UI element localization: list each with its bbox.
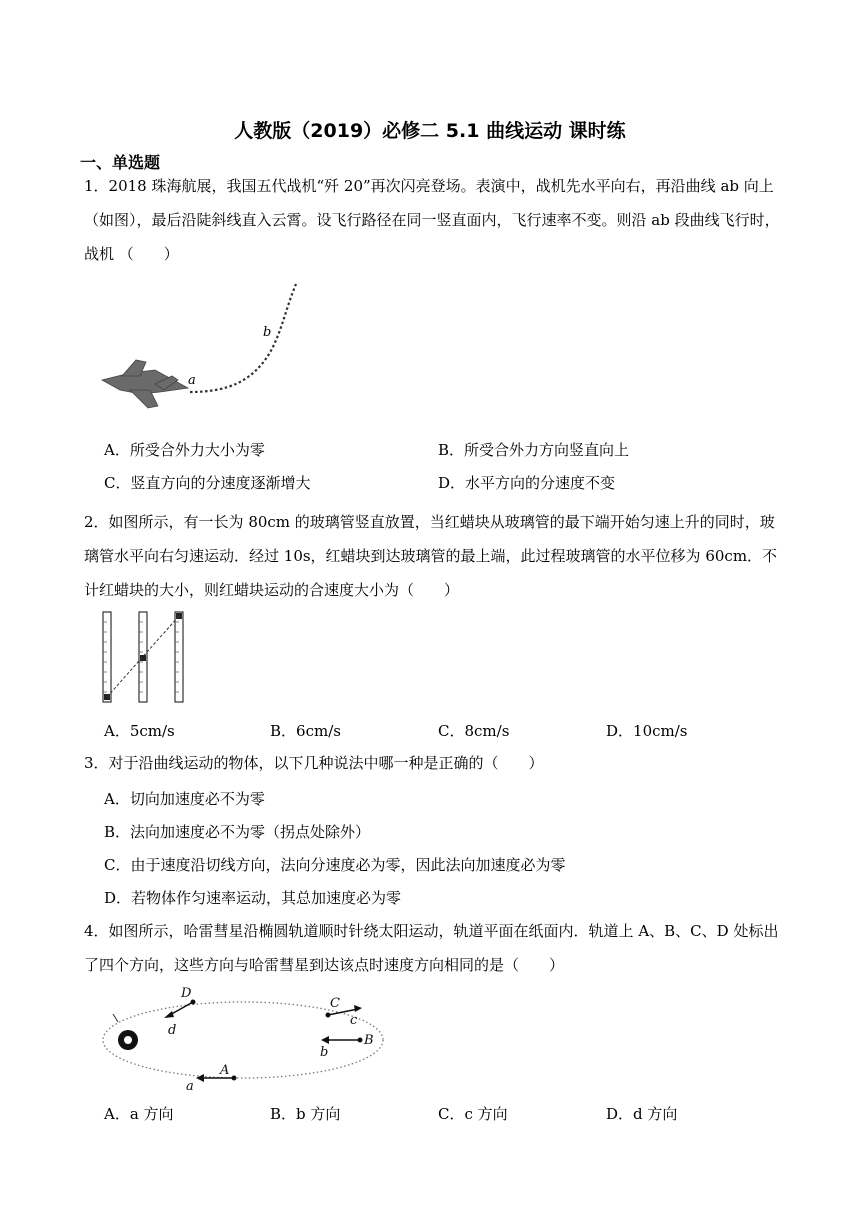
q4-option-a: A．a 方向: [104, 1105, 174, 1123]
q1-option-d: D．水平方向的分速度不变: [438, 474, 616, 492]
q3-option-b: B．法向加速度必不为零（拐点处除外）: [104, 823, 371, 841]
orbit-label-a: a: [186, 1079, 194, 1092]
orbit-label-c: c: [350, 1013, 358, 1028]
orbit-label-d: d: [168, 1023, 177, 1038]
q4-option-d: D．d 方向: [606, 1105, 678, 1123]
q4-option-b: B．b 方向: [270, 1105, 341, 1123]
fighter-jet-figure: [100, 280, 310, 430]
q2-option-b: B．6cm/s: [270, 722, 341, 740]
page-title: 人教版（2019）必修二 5.1 曲线运动 课时练: [234, 120, 626, 142]
q3-option-c: C．由于速度沿切线方向，法向分速度必为零，因此法向加速度必为零: [104, 856, 566, 874]
q4-option-c: C．c 方向: [438, 1105, 508, 1123]
question-1-stem: 1．2018 珠海航展，我国五代战机“歼 20”再次闪亮登场。表演中，战机先水平向右，再沿曲线 ab 向上（如图），最后沿陡斜线直入云霄。设飞行路径在同一竖直面内，飞行速率不变。则沿 ab 段曲线飞行时，战机 （ ）: [84, 177, 780, 263]
question-2-stem: 2．如图所示，有一长为 80cm 的玻璃管竖直放置，当红蜡块从玻璃管的最下端开始匀速上升的同时，玻璃管水平向右匀速运动．经过 10s，红蜡块到达玻璃管的最上端，此过程玻璃管的水平位移为 60cm．不计红蜡块的大小，则红蜡块运动的合速度大小为（ ）: [84, 513, 778, 599]
orbit-label-b: b: [320, 1045, 329, 1060]
question-4-stem: 4．如图所示，哈雷彗星沿椭圆轨道顺时针绕太阳运动，轨道平面在纸面内．轨道上 A、B、C、D 处标出了四个方向，这些方向与哈雷彗星到达该点时速度方向相同的是（ ）: [84, 922, 779, 974]
orbit-label-B: B: [364, 1033, 374, 1048]
orbit-label-D: D: [181, 986, 192, 1001]
orbit-label-A: A: [220, 1063, 230, 1078]
q3-option-d: D．若物体作匀速率运动，其总加速度必为零: [104, 889, 402, 907]
q1-option-a: A．所受合外力大小为零: [104, 441, 265, 459]
q2-option-a: A．5cm/s: [104, 722, 175, 740]
figure-label-a: a: [188, 373, 196, 388]
q2-option-c: C．8cm/s: [438, 722, 510, 740]
orbit-label-C: C: [330, 996, 340, 1011]
section-title: 一、单选题: [80, 153, 161, 172]
comet-orbit-figure: [98, 982, 388, 1092]
q1-option-b: B．所受合外力方向竖直向上: [438, 441, 630, 459]
question-3-stem: 3．对于沿曲线运动的物体，以下几种说法中哪一种是正确的（ ）: [84, 754, 544, 772]
figure-label-b: b: [263, 325, 272, 340]
glass-tube-figure: [100, 610, 200, 706]
q2-option-d: D．10cm/s: [606, 722, 688, 740]
q3-option-a: A．切向加速度必不为零: [104, 790, 265, 808]
q1-option-c: C．竖直方向的分速度逐渐增大: [104, 474, 311, 492]
